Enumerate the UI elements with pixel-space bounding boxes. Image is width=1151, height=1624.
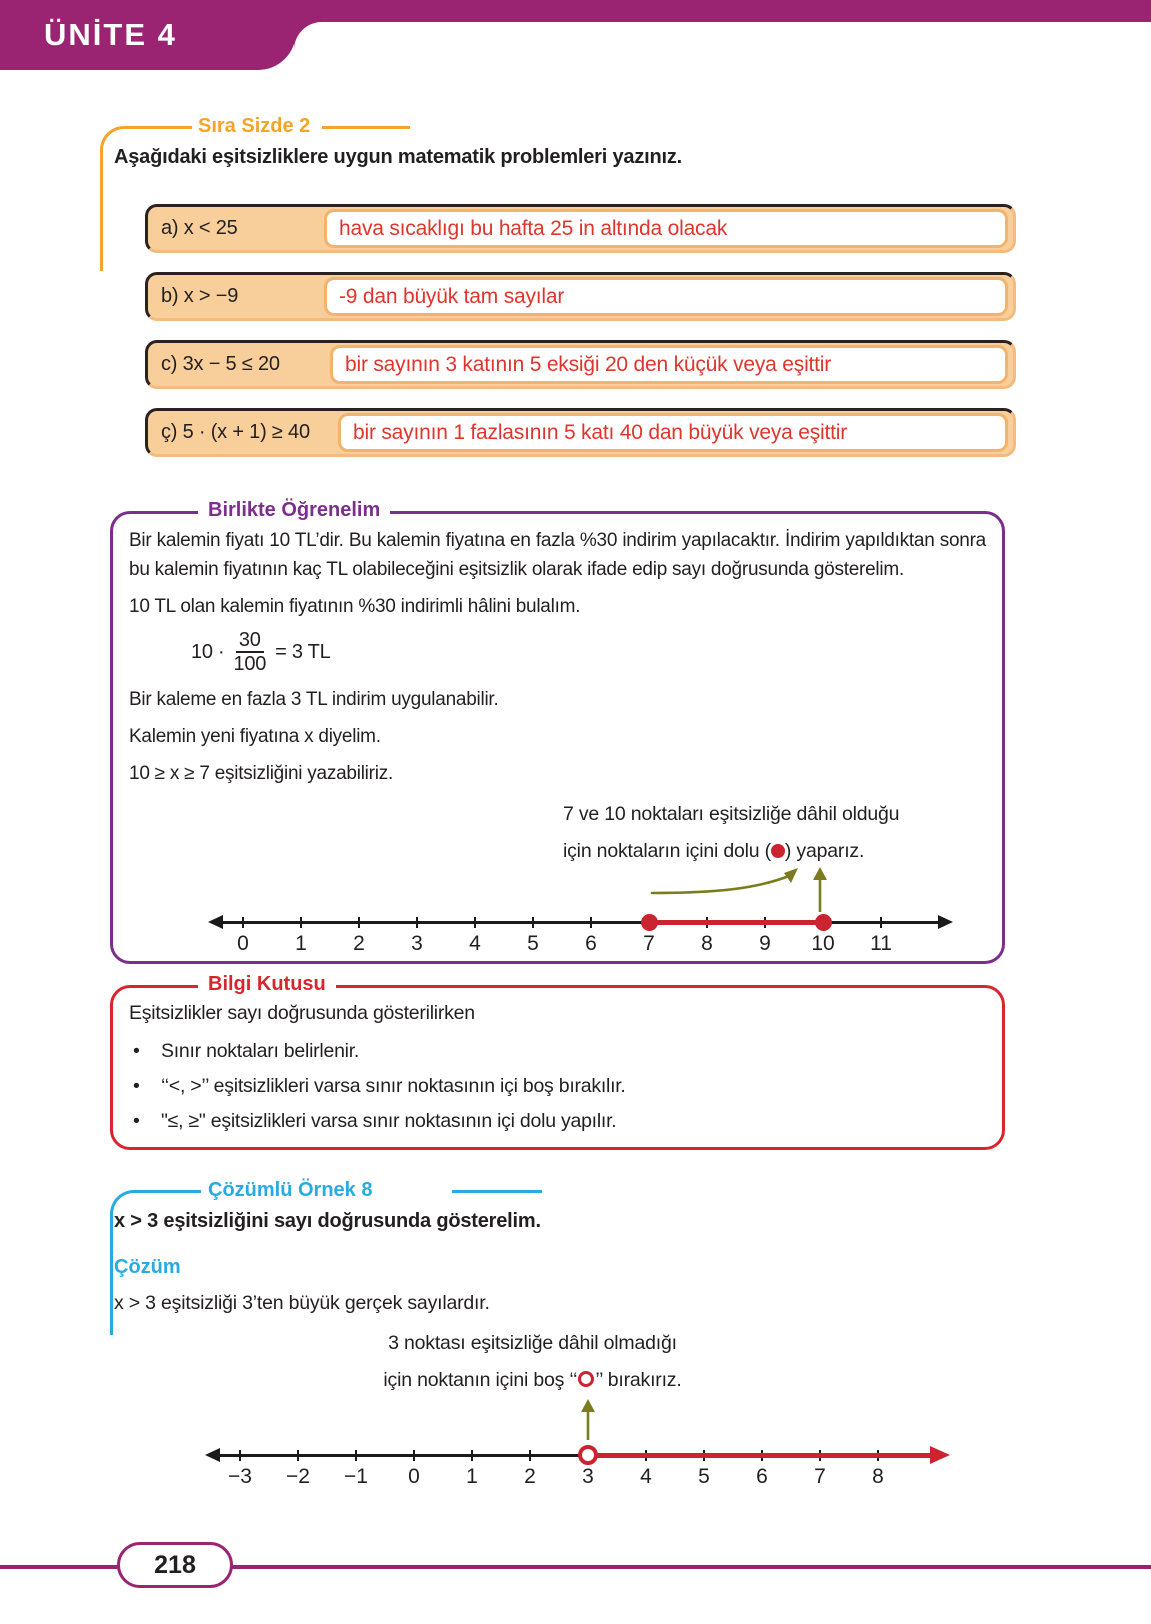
handwritten-answer: hava sıcaklıgı bu hafta 25 in altında olacak [339, 216, 728, 240]
note-line2-before: için noktanın içini boş ‘‘ [383, 1369, 578, 1391]
tick-label: 3 [582, 1465, 594, 1488]
sira-sizde-title: Sıra Sizde 2 [192, 115, 316, 138]
tick-label: 7 [643, 932, 655, 955]
tick-label: 2 [524, 1465, 536, 1488]
tick-mark [416, 917, 418, 928]
exercise-label: ç) 5 · (x + 1) ≥ 40 [161, 421, 310, 443]
solved-example-title: Çözümlü Örnek 8 [202, 1179, 378, 1202]
tick-label: −1 [344, 1465, 368, 1488]
info-bullet-row [129, 1038, 986, 1064]
note-line1: 7 ve 10 noktaları eşitsizliğe dâhil olduğu [563, 803, 900, 825]
answer-box[interactable] [330, 345, 1008, 384]
tick-label: 3 [411, 932, 423, 955]
tick-mark [880, 917, 882, 928]
tick-label: 9 [759, 932, 771, 955]
formula-result: = 3 TL [275, 640, 331, 663]
fraction [233, 629, 266, 675]
tick-mark [413, 1450, 415, 1461]
solution-text: x > 3 eşitsizliği 3’ten büyük gerçek sayılardır. [114, 1292, 490, 1314]
note-line2-after: ) yaparız. [784, 840, 865, 862]
curved-pointer-arrow-icon [550, 866, 850, 916]
fraction-denominator: 100 [233, 653, 267, 675]
exercise-label: b) x > −9 [161, 285, 239, 307]
open-point-note [360, 1325, 705, 1399]
info-intro: Eşitsizlikler sayı doğrusunda gösterilirken [129, 1002, 475, 1024]
tick-mark [471, 1450, 473, 1461]
axis-arrow-right-red-icon [930, 1446, 950, 1464]
exercise-row-cc [145, 408, 1016, 457]
number-line-example [205, 1443, 950, 1495]
bullet-text: "≤, ≥" eşitsizlikleri varsa sınır noktasının içi dolu yapılır. [161, 1110, 617, 1132]
exercise-row-a [145, 204, 1016, 253]
tick-label: 7 [814, 1465, 826, 1488]
tick-mark [355, 1450, 357, 1461]
tick-mark [239, 1450, 241, 1461]
closed-point [641, 914, 658, 931]
bullet-icon: • [133, 1110, 140, 1132]
formula-prefix: 10 · [191, 640, 225, 663]
bullet-text: Sınır noktaları belirlenir. [161, 1040, 360, 1062]
tick-mark [297, 1450, 299, 1461]
exercise-row-b [145, 272, 1016, 321]
bullet-text: ‘‘<, >’’ eşitsizlikleri varsa sınır noktasının içi boş bırakılır. [161, 1075, 626, 1097]
info-bullet-row [129, 1108, 986, 1134]
filled-dot-icon [771, 844, 785, 858]
fraction-numerator: 30 [236, 629, 264, 653]
tick-label: 5 [698, 1465, 710, 1488]
unit-title: ÜNİTE 4 [44, 17, 177, 52]
inequality-statement: 10 ≥ x ≥ 7 eşitsizliğini yazabiliriz. [129, 763, 393, 784]
example-statement: x > 3 eşitsizliğini sayı doğrusunda gösterelim. [114, 1210, 541, 1232]
paragraph: Bir kalemin fiyatı 10 TL’dir. Bu kalemin fiyatına en fazla %30 indirim yapılacaktır. İndirim yapıldıktan sonra bu kalemin fiyatının kaç TL olabileceğini eşitsizlik olarak ifade edip sayı doğrusunda gösterelim. [129, 530, 986, 580]
bullet-icon: • [133, 1040, 140, 1062]
tick-label: 2 [353, 932, 365, 955]
tick-mark [474, 917, 476, 928]
solution-ray [597, 1453, 932, 1458]
answer-box[interactable] [324, 209, 1008, 248]
open-circle-icon [578, 1371, 594, 1387]
tick-label: 5 [527, 932, 539, 955]
tick-label: 0 [237, 932, 249, 955]
axis-arrow-left-icon [205, 1448, 220, 1462]
tick-mark [242, 917, 244, 928]
tick-label: 0 [408, 1465, 420, 1488]
page-number-badge [117, 1542, 233, 1588]
closed-point-note [563, 796, 899, 870]
note-line2-after: ’’ bırakırız. [595, 1369, 682, 1391]
tick-mark [532, 917, 534, 928]
closed-point [815, 914, 832, 931]
paragraph: Bir kaleme en fazla 3 TL indirim uygulanabilir. [129, 689, 499, 710]
info-bullet-row [129, 1073, 986, 1099]
handwritten-answer: -9 dan büyük tam sayılar [339, 284, 565, 308]
discount-formula [191, 629, 986, 675]
axis-arrow-left-icon [208, 915, 223, 929]
tick-label: −3 [228, 1465, 252, 1488]
tick-mark [529, 1450, 531, 1461]
paragraph: Kalemin yeni fiyatına x diyelim. [129, 726, 381, 747]
tick-label: 6 [756, 1465, 768, 1488]
tick-label: 4 [469, 932, 481, 955]
note-line1: 3 noktası eşitsizliğe dâhil olmadığı [388, 1332, 677, 1354]
tick-label: −2 [286, 1465, 310, 1488]
paragraph: 10 TL olan kalemin fiyatının %30 indirimli hâlini bulalım. [129, 596, 581, 617]
number-line-learn [208, 910, 953, 962]
answer-box[interactable] [338, 413, 1008, 452]
handwritten-answer: bir sayının 3 katının 5 eksiği 20 den küçük veya eşittir [345, 352, 832, 376]
vertical-pointer-arrow-icon [558, 1398, 622, 1444]
sira-sizde-instruction: Aşağıdaki eşitsizliklere uygun matematik problemleri yazınız. [114, 146, 683, 168]
tick-mark [590, 917, 592, 928]
tick-label: 4 [640, 1465, 652, 1488]
info-box-body [113, 988, 1002, 1134]
tick-mark [358, 917, 360, 928]
tick-label: 8 [701, 932, 713, 955]
open-point [578, 1445, 598, 1465]
tick-label: 6 [585, 932, 597, 955]
tick-label: 1 [295, 932, 307, 955]
learn-together-body [113, 514, 1002, 788]
handwritten-answer: bir sayının 1 fazlasının 5 katı 40 dan büyük veya eşittir [353, 420, 848, 444]
exercise-label: c) 3x − 5 ≤ 20 [161, 353, 280, 375]
sira-sizde-title-line [322, 126, 410, 129]
exercise-row-c [145, 340, 1016, 389]
tick-mark [300, 917, 302, 928]
tick-label: 8 [872, 1465, 884, 1488]
solution-segment [649, 920, 823, 925]
bullet-icon: • [133, 1075, 140, 1097]
axis-arrow-right-icon [938, 915, 953, 929]
tick-label: 1 [466, 1465, 478, 1488]
solution-label: Çözüm [114, 1256, 181, 1278]
note-line2-before: için noktaların içini dolu ( [563, 840, 771, 862]
page-number: 218 [154, 1550, 196, 1579]
solved-example-title-line [452, 1190, 542, 1193]
info-box-title: Bilgi Kutusu [198, 973, 336, 996]
tick-label: 11 [870, 932, 892, 955]
exercise-label: a) x < 25 [161, 217, 238, 239]
info-box-panel [110, 973, 1005, 1150]
learn-together-title: Birlikte Öğrenelim [198, 499, 390, 522]
tick-label: 10 [811, 932, 835, 955]
answer-box[interactable] [324, 277, 1008, 316]
